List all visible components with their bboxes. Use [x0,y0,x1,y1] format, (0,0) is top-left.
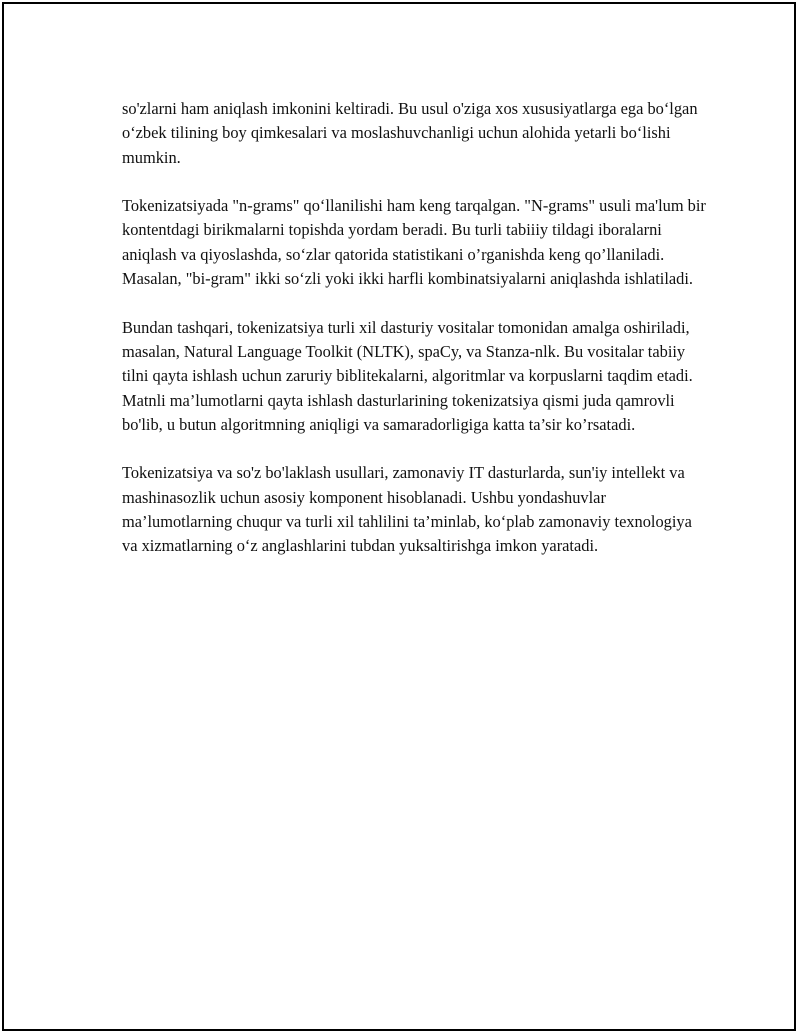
paragraph-3: Bundan tashqari, tokenizatsiya turli xil dasturiy vositalar tomonidan amalga oshiriladi, masalan, Natural Language Toolkit (NLTK), spaCy, va Stanza-nlk. Bu vositalar tabiiy tilni qayta ishlash uchun zaruriy biblitekalarni, algoritmlar va korpuslarni taqdim etadi. Matnli ma’lumotlarni qayta ishlash dasturlarining tokenizatsiya qismi juda qamrovli bo'lib, u butun algoritmning aniqligi va samaradorligiga katta ta’sir ko’rsatadi. [122,317,693,434]
paragraph-2: Tokenizatsiyada "n-grams" qo‘llanilishi ham keng tarqalgan. "N-grams" usuli ma'lum bir kontentdagi birikmalarni topishda yordam beradi. Bu turli tabiiiy tildagi iboralarni aniqlash va qiyoslashda, so‘zlar qatorida statistikani o’rganishda keng qo’llaniladi. Masalan, "bi-gram" ikki so‘zli yoki ikki harfli kombinatsiyalarni aniqlashda ishlatiladi. [122,196,706,289]
paragraph-4: Tokenizatsiya va so'z bo'laklash usullari, zamonaviy IT dasturlarda, sun'iy intellekt va mashinasozlik uchun asosiy komponent hisoblanadi. Ushbu yondashuvlar ma’lumotlarning chuqur va turli xil tahlilini ta’minlab, ko‘plab zamonaviy texnologiya va xizmatlarning o‘z anglashlarini tubdan yuksaltirishga imkon yaratadi. [122,463,692,556]
page-frame [2,2,796,1031]
paragraph-1: so'zlarni ham aniqlash imkonini keltiradi. Bu usul o'ziga xos xususiyatlarga ega bo‘lgan o‘zbek tilining boy qimkesalari va moslashuvchanligi uchun alohida yetarli bo‘lishi mumkin. [122,99,698,167]
document-body [122,97,707,583]
